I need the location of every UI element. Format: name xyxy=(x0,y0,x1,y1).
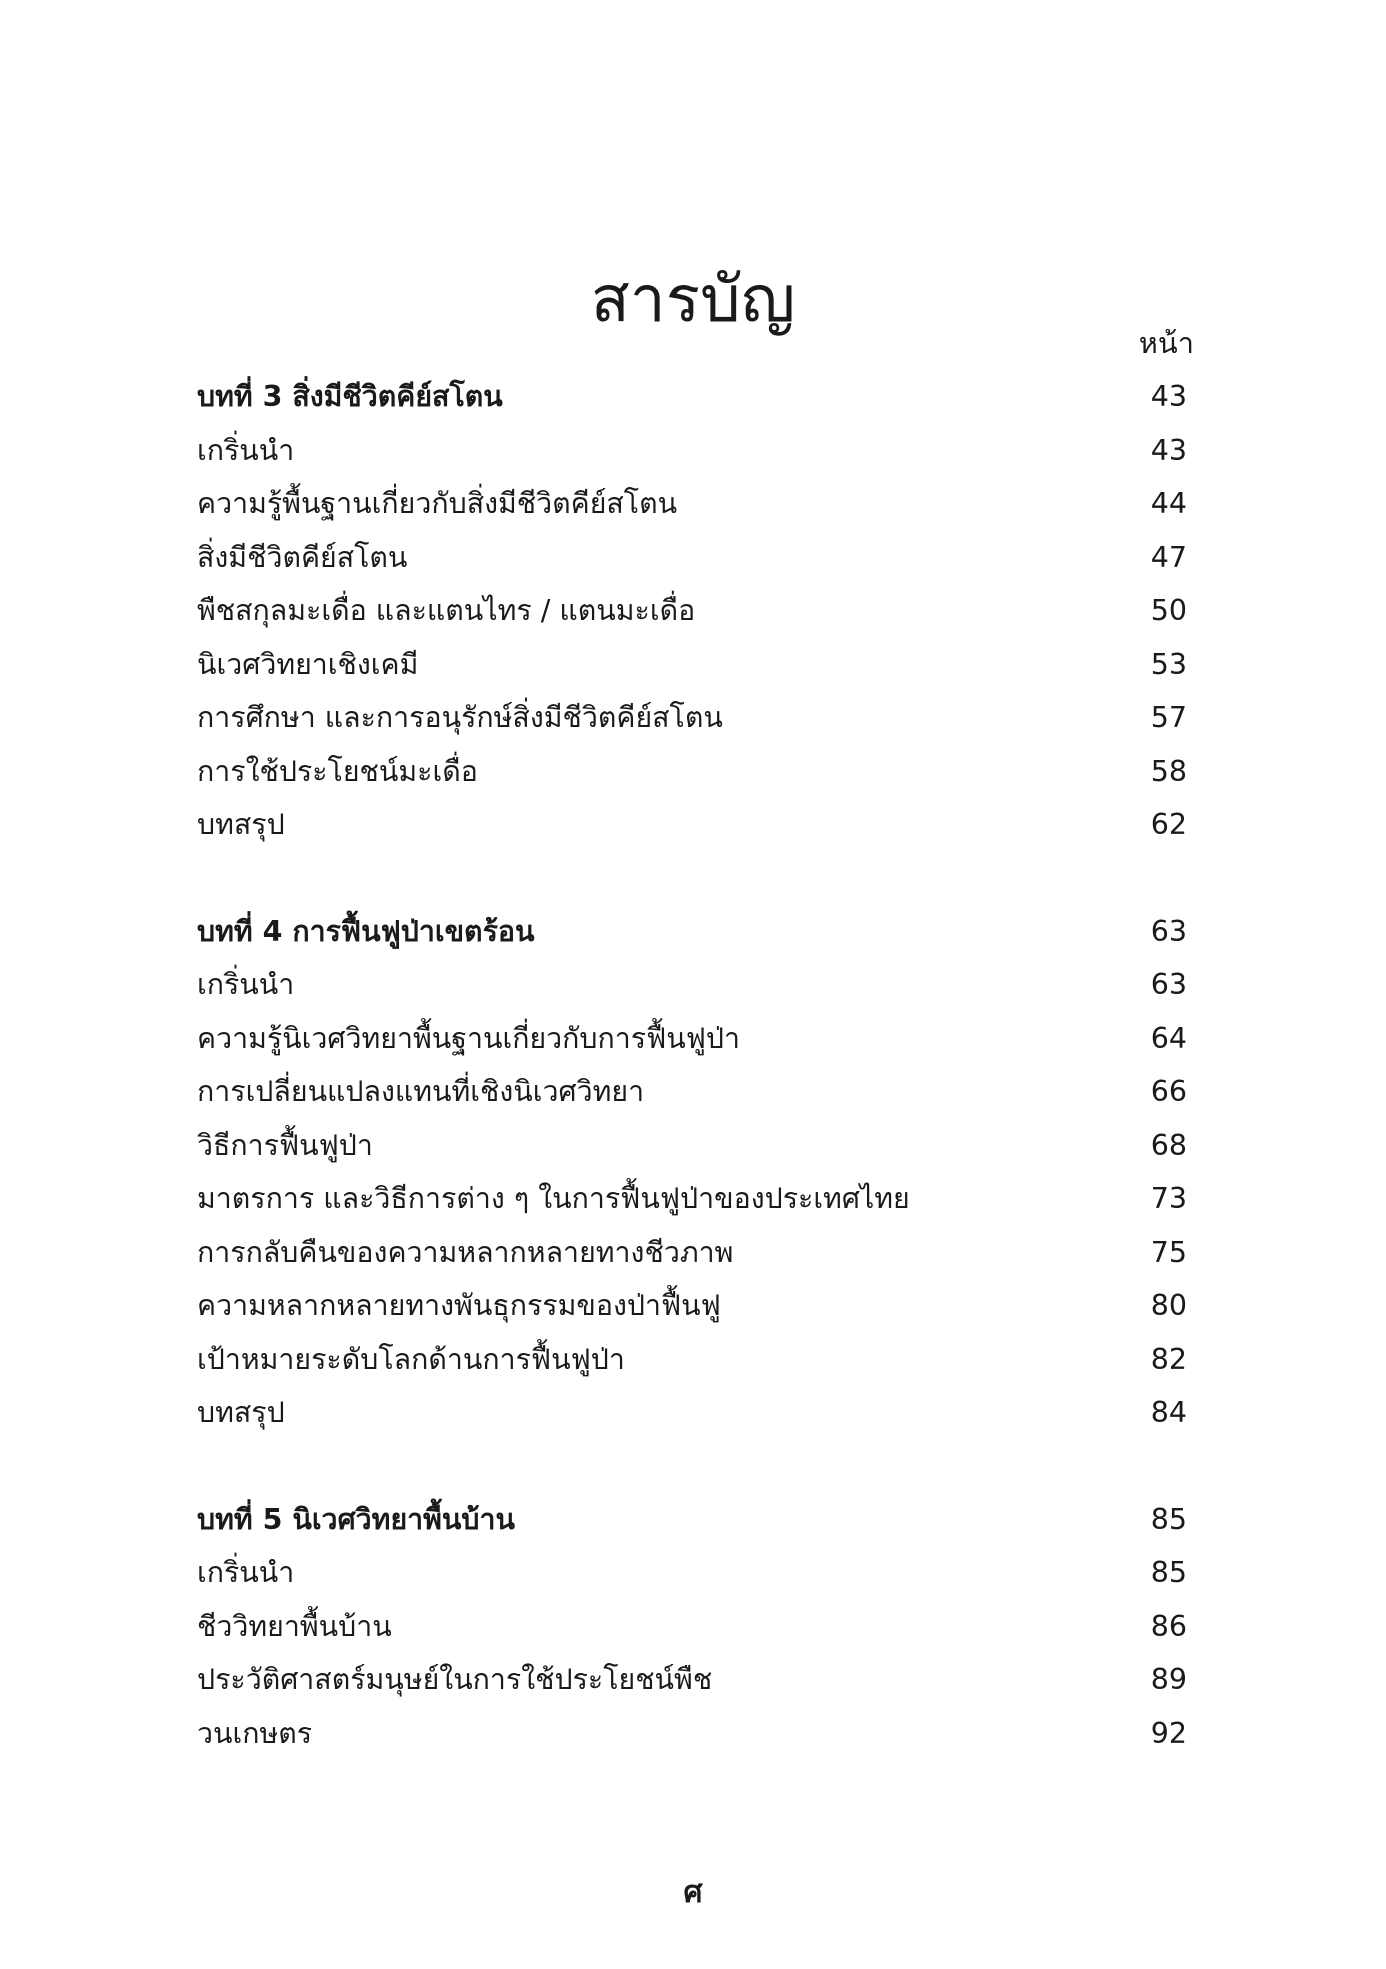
toc-entry-title: วิธีการฟื้นฟูป่า xyxy=(197,1128,373,1162)
toc-entry-row xyxy=(197,638,1187,692)
toc-entry-page-number: 62 xyxy=(1150,808,1187,841)
toc-entry-title: มาตรการ และวิธีการต่าง ๆ ในการฟื้นฟูป่าของประเทศไทย xyxy=(197,1182,910,1215)
toc-entry-row xyxy=(197,691,1187,745)
toc-entry-row xyxy=(197,1065,1187,1119)
toc-entry-title: ประวัติศาสตร์มนุษย์ในการใช้ประโยชน์พืช xyxy=(197,1663,713,1696)
toc-entry-row xyxy=(197,1600,1187,1654)
toc-entry-row xyxy=(197,584,1187,638)
toc-entry-row xyxy=(197,1119,1187,1173)
toc-section xyxy=(197,905,1187,1440)
chapter-heading: บทที่ 4 การฟื้นฟูป่าเขตร้อน xyxy=(197,914,535,948)
toc-entry-title: วนเกษตร xyxy=(197,1716,313,1750)
toc-entry-page-number: 58 xyxy=(1150,754,1187,788)
toc-entry-page-number: 89 xyxy=(1150,1663,1187,1696)
toc-section xyxy=(197,370,1187,852)
toc-entry-page-number: 57 xyxy=(1150,701,1187,734)
toc-entry-title: เกริ่นนำ xyxy=(197,968,295,1001)
toc-entry-page-number: 68 xyxy=(1150,1128,1187,1162)
toc-section xyxy=(197,1493,1187,1761)
toc-entry-title: นิเวศวิทยาเชิงเคมี xyxy=(197,647,419,681)
toc-entry-title: ความรู้นิเวศวิทยาพื้นฐานเกี่ยวกับการฟื้นฟูป่า xyxy=(197,1021,741,1055)
toc-entry-row xyxy=(197,531,1187,585)
toc-entry-row xyxy=(197,1012,1187,1066)
chapter-heading: บทที่ 5 นิเวศวิทยาพื้นบ้าน xyxy=(197,1502,515,1536)
toc-entry-row xyxy=(197,1546,1187,1600)
table-of-contents xyxy=(197,370,1187,1760)
toc-entry-page-number: 84 xyxy=(1150,1396,1187,1429)
toc-entry-row xyxy=(197,958,1187,1012)
toc-entry-title: ความหลากหลายทางพันธุกรรมของป่าฟื้นฟู xyxy=(197,1289,721,1322)
toc-entry-title: พืชสกุลมะเดื่อ และแตนไทร / แตนมะเดื่อ xyxy=(197,594,696,627)
chapter-page-number: 43 xyxy=(1150,380,1187,413)
toc-entry-page-number: 44 xyxy=(1150,487,1187,520)
toc-entry-title: การศึกษา และการอนุรักษ์สิ่งมีชีวิตคีย์สโตน xyxy=(197,701,723,734)
toc-entry-page-number: 53 xyxy=(1150,647,1187,681)
toc-entry-page-number: 66 xyxy=(1150,1075,1187,1108)
toc-entry-title: ความรู้พื้นฐานเกี่ยวกับสิ่งมีชีวิตคีย์สโตน xyxy=(197,487,678,520)
toc-entry-row xyxy=(197,1333,1187,1387)
toc-entry-title: บทสรุป xyxy=(197,808,285,841)
toc-entry-row xyxy=(197,745,1187,799)
toc-entry-title: ชีววิทยาพื้นบ้าน xyxy=(197,1609,392,1643)
footer-page-mark: ศ xyxy=(683,1875,703,1910)
toc-entry-title: สิ่งมีชีวิตคีย์สโตน xyxy=(197,540,408,574)
toc-entry-row xyxy=(197,1172,1187,1226)
toc-entry-page-number: 63 xyxy=(1150,968,1187,1001)
chapter-heading-row xyxy=(197,370,1187,424)
toc-entry-title: เกริ่นนำ xyxy=(197,1556,295,1589)
toc-entry-page-number: 82 xyxy=(1150,1342,1187,1376)
toc-entry-page-number: 75 xyxy=(1150,1235,1187,1269)
page-title: สารบัญ xyxy=(590,262,796,337)
toc-entry-title: การกลับคืนของความหลากหลายทางชีวภาพ xyxy=(197,1235,734,1269)
toc-entry-page-number: 85 xyxy=(1150,1556,1187,1589)
toc-entry-page-number: 86 xyxy=(1150,1609,1187,1643)
toc-entry-row xyxy=(197,798,1187,852)
chapter-page-number: 85 xyxy=(1150,1502,1187,1536)
toc-entry-page-number: 50 xyxy=(1150,594,1187,627)
toc-entry-page-number: 47 xyxy=(1150,540,1187,574)
toc-entry-page-number: 64 xyxy=(1150,1021,1187,1055)
toc-entry-title: เป้าหมายระดับโลกด้านการฟื้นฟูป่า xyxy=(197,1342,625,1376)
chapter-page-number: 63 xyxy=(1150,914,1187,948)
chapter-heading: บทที่ 3 สิ่งมีชีวิตคีย์สโตน xyxy=(197,380,503,413)
toc-entry-page-number: 80 xyxy=(1150,1289,1187,1322)
toc-entry-row xyxy=(197,424,1187,478)
page-column-header: หน้า xyxy=(1138,326,1194,360)
toc-entry-row xyxy=(197,477,1187,531)
toc-entry-page-number: 43 xyxy=(1150,433,1187,467)
toc-entry-title: การใช้ประโยชน์มะเดื่อ xyxy=(197,754,478,788)
chapter-heading-row xyxy=(197,905,1187,959)
toc-entry-row xyxy=(197,1279,1187,1333)
toc-entry-row xyxy=(197,1386,1187,1440)
toc-entry-row xyxy=(197,1653,1187,1707)
toc-entry-page-number: 92 xyxy=(1150,1716,1187,1750)
toc-entry-page-number: 73 xyxy=(1150,1182,1187,1215)
toc-entry-row xyxy=(197,1226,1187,1280)
toc-entry-row xyxy=(197,1707,1187,1761)
toc-entry-title: การเปลี่ยนแปลงแทนที่เชิงนิเวศวิทยา xyxy=(197,1075,645,1108)
toc-entry-title: บทสรุป xyxy=(197,1396,285,1429)
chapter-heading-row xyxy=(197,1493,1187,1547)
toc-entry-title: เกริ่นนำ xyxy=(197,433,295,467)
